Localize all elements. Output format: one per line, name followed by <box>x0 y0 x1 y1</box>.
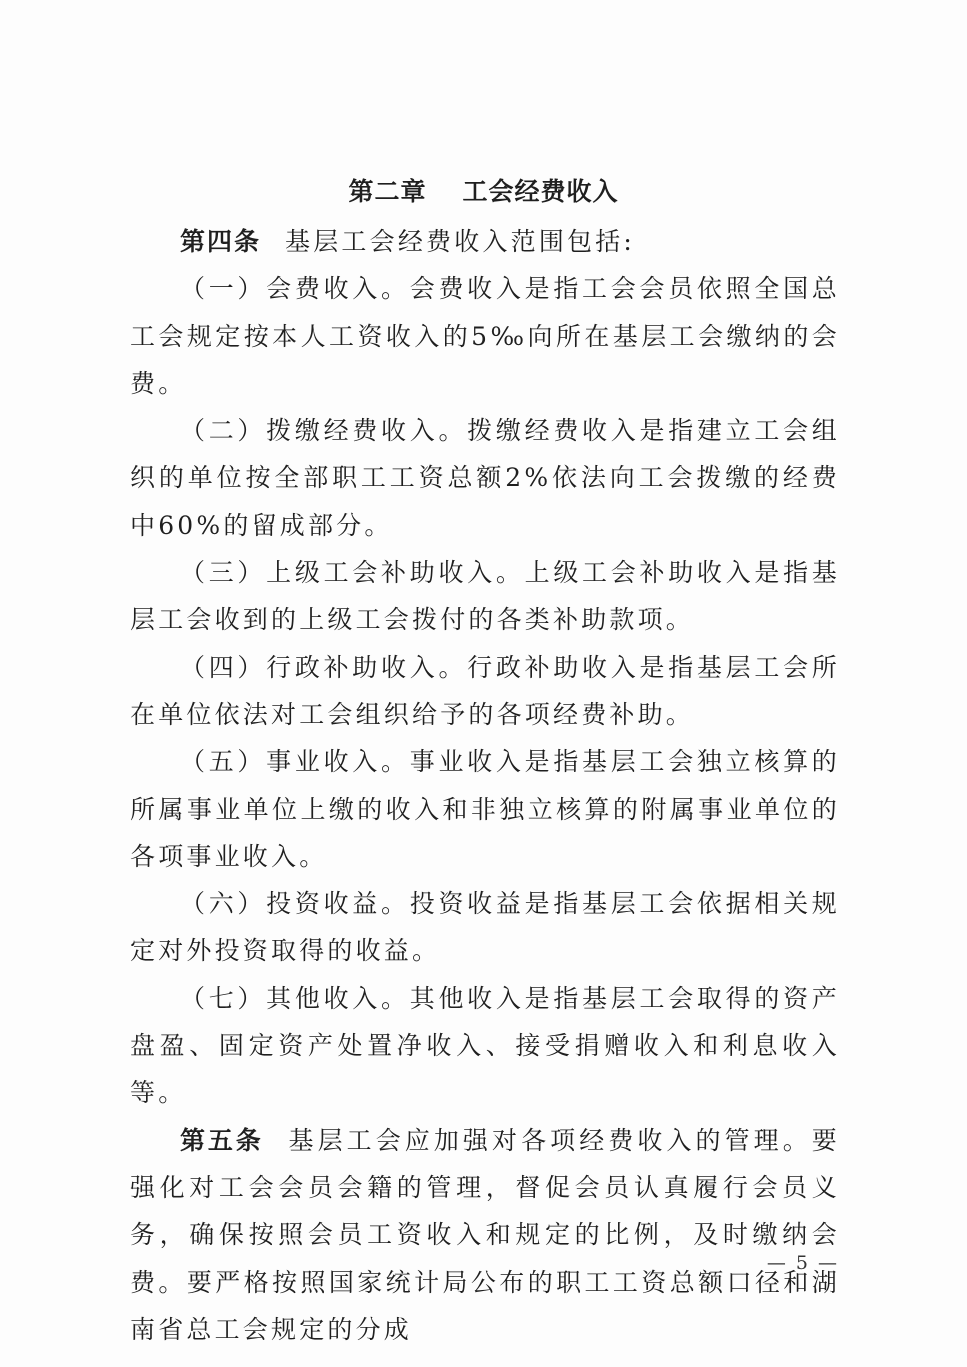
page-number: — 5 — <box>766 1252 839 1274</box>
chapter-number: 第二章 <box>348 177 427 206</box>
income-item-7: （七）其他收入。其他收入是指基层工会取得的资产盘盈、固定资产处置净收入、接受捐赠收入和利息收入等。 <box>130 983 840 1108</box>
chapter-heading <box>0 172 967 212</box>
income-item-1: （一）会费收入。会费收入是指工会会员依照全国总工会规定按本人工资收入的5‰向所在基层工会缴纳的会费。 <box>130 274 840 398</box>
income-item-4: （四）行政补助收入。行政补助收入是指基层工会所在单位依法对工会组织给予的各项经费补助。 <box>130 652 840 729</box>
chapter-title: 工会经费收入 <box>462 177 619 206</box>
document-body <box>130 218 840 1353</box>
article-5 <box>130 1117 840 1353</box>
income-item-5: （五）事业收入。事业收入是指基层工会独立核算的所属事业单位上缴的收入和非独立核算的附属事业单位的各项事业收入。 <box>130 747 840 871</box>
article-4-text: 基层工会经费收入范围包括: <box>285 227 636 256</box>
article-5-text: 基层工会应加强对各项经费收入的管理。要强化对工会会员会籍的管理，督促会员认真履行会员义务，确保按照会员工资收入和规定的比例，及时缴纳会费。要严格按照国家统计局公布的职工工资总额口径和湖南省总工会规定的分成 <box>130 1125 840 1344</box>
article-4-number: 第四条 <box>180 227 262 256</box>
income-item-6: （六）投资收益。投资收益是指基层工会依据相关规定对外投资取得的收益。 <box>130 889 840 966</box>
income-item-2: （二）拨缴经费收入。拨缴经费收入是指建立工会组织的单位按全部职工工资总额2%依法向工会拨缴的经费中60%的留成部分。 <box>130 416 840 540</box>
article-5-number: 第五条 <box>180 1125 264 1155</box>
article-4 <box>130 218 840 265</box>
income-item-3: （三）上级工会补助收入。上级工会补助收入是指基层工会收到的上级工会拨付的各类补助款项。 <box>130 558 840 635</box>
